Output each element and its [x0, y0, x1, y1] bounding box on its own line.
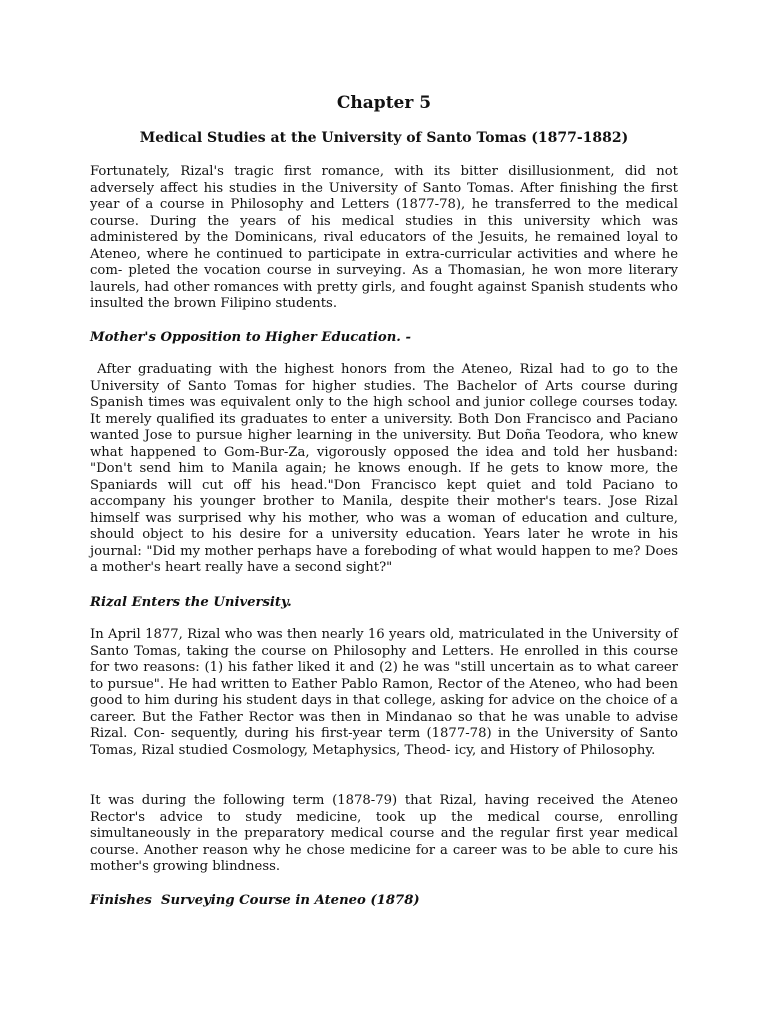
chapter-subtitle: Medical Studies at the University of Santo Tomas (1877-1882) [139, 130, 629, 146]
paragraph-rizal-enters: In April 1877, Rizal who was then nearly 16 years old, matriculated in the University of Santo Tomas, taking the course on Philosophy and Letters. He enrolled in this course for two reasons: (1) his father liked it and (2) he was "still uncertain as to what career to pursue". He had written to Eather Pablo Ramon, Rector of the Ateneo, who had been good to him during his student days in that college, asking for advice on the choice of a career. But the Father Rector was then in Mindanao so that he was unable to advise Rizal. Con- sequently, during his first-year term (1877-78) in the University of Santo Tomas, Rizal studied Cosmology, Metaphysics, Theod- icy, and History of Philosophy. [90, 627, 678, 758]
section-heading-rizal-enters: Rizal Enters the University. [90, 595, 292, 610]
paragraph-mothers-opposition: After graduating with the highest honors from the Ateneo, Rizal had to go to the University of Santo Tomas for higher studies. The Bachelor of Arts course during Spanish times was equivalent only to the high school and junior college courses today. It merely qualified its graduates to enter a university. Both Don Francisco and Paciano wanted Jose to pursue higher learning in the university. But Doña Teodora, who knew what happened to Gom-Bur-Za, vigorously opposed the idea and told her husband: "Don't send him to Manila again; he knows enough. If he gets to know more, the Spaniards will cut off his head."Don Francisco kept quiet and told Paciano to accompany his younger brother to Manila, despite their mother's tears. Jose Rizal himself was surprised why his mother, who was a woman of education and culture, should object to his desire for a university education. Years later he wrote in his journal: "Did my mother perhaps have a foreboding of what would happen to me? Does a mother's heart really have a second sight?" [90, 362, 678, 575]
chapter-title: Chapter 5 [336, 93, 432, 113]
paragraph-medical-course: It was during the following term (1878-79) that Rizal, having received the Ateneo Rector's advice to study medicine, took up the medical course, enrolling simultaneously in the preparatory medical course and the regular first year medical course. Another reason why he chose medicine for a career was to be able to cure his mother's growing blindness. [90, 793, 678, 874]
paragraph-intro: Fortunately, Rizal's tragic first romance, with its bitter disillusionment, did not adversely affect his studies in the University of Santo Tomas. After finishing the first year of a course in Philosophy and Letters (1877-78), he transferred to the medical course. During the years of his medical studies in this university which was administered by the Dominicans, rival educators of the Jesuits, he remained loyal to Ateneo, where he continued to participate in extra-curricular activities and where he com- pleted the vocation course in surveying. As a Thomasian, he won more literary laurels, had other romances with pretty girls, and fought against Spanish students who insulted the brown Filipino students. [90, 164, 678, 311]
section-heading-surveying-course: Finishes Surveying Course in Ateneo (1878) [90, 893, 420, 908]
section-heading-mothers-opposition: Mother's Opposition to Higher Education. - [90, 330, 411, 345]
